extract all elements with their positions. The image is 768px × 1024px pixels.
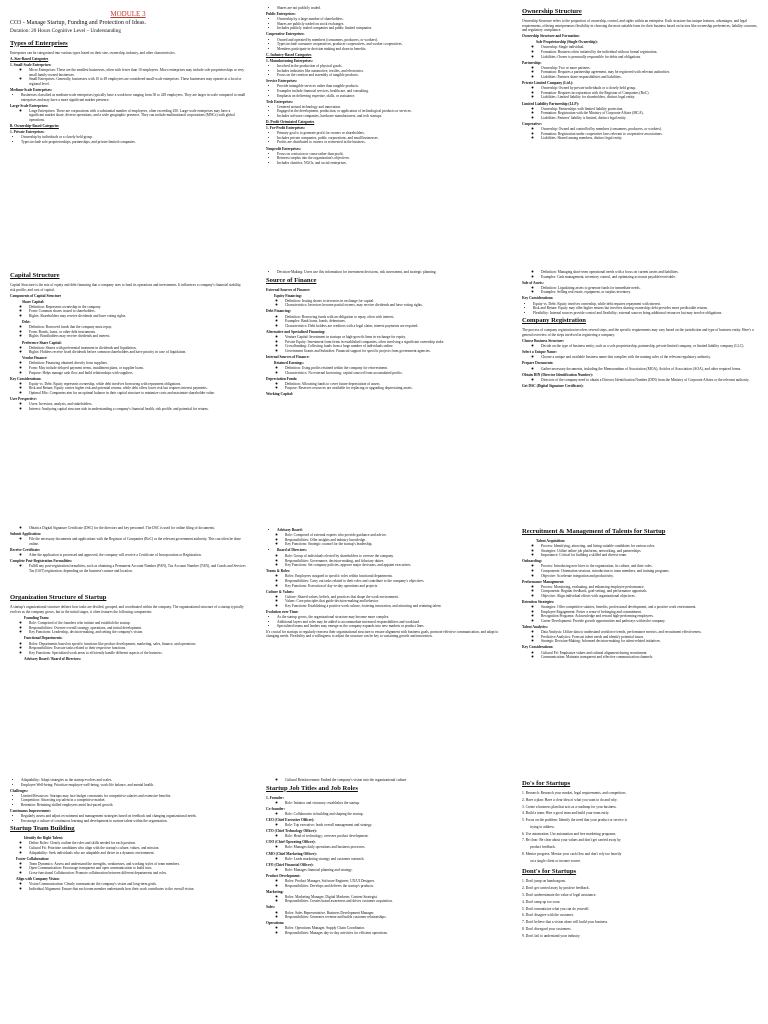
list-item: • Engaged in the development, production, or application of technological products or services. bbox=[277, 109, 502, 114]
list-item: • Involved in the production of physical goods. bbox=[277, 64, 502, 69]
list-item: ◦ Ownership: Two or more partners. bbox=[541, 66, 758, 71]
functional-departments-heading: Functional Departments: bbox=[24, 636, 63, 641]
list-item: ◦ Objective: Align individual efforts with organizational objectives. bbox=[541, 594, 758, 599]
list-item: ◦ Gather necessary documents, including the Memorandum of Association (MOA), Articles of Association (AOA), and other required forms. bbox=[541, 367, 758, 372]
list-item: ◦ Optimal Mix: Companies aim for an optimal balance in their capital structure to minimize costs and maximize shareholder value. bbox=[29, 391, 246, 396]
list-item: ◦ Venture Capital: Investment in startups or high-growth firms in exchange for equity. bbox=[285, 335, 502, 340]
list-item: ◦ Definition: Liquidating assets to generate funds for immediate needs. bbox=[541, 286, 758, 291]
list-item: ◦ Components: Regular feedback, goal-setting, and performance appraisals. bbox=[541, 589, 758, 594]
list-item: ◦ Large Enterprises: These are corporations with a substantial number of employees, often exceeding 250. Large-scale enterprises may have a significant market share, diverse operations, and a wide geographic presence. They can include multinational corporations (MNCs) with global operations. bbox=[29, 109, 246, 123]
llp-heading: Limited Liability Partnership (LLP): bbox=[522, 101, 579, 106]
list-item: • Ownership by a large number of shareholders. bbox=[277, 17, 502, 22]
debt-financing-heading: Debt Financing: bbox=[266, 309, 291, 314]
vendor-finance-heading: Vendor Finance: bbox=[22, 356, 48, 361]
list-item: • Examples include financial services, healthcare, and consulting. bbox=[277, 89, 502, 94]
list-item: ◦ Roles: Departments based on specific functions like product development, marketing, sales, finance, and operations. bbox=[29, 642, 246, 647]
key-considerations-heading: Key Considerations: bbox=[522, 645, 554, 650]
preference-share-heading: Preference Share Capital: bbox=[22, 340, 62, 345]
list-item: ◦ Definition: Using profits retained within the company for reinvestment. bbox=[285, 366, 502, 371]
types-intro: Enterprises can be categorized into various types based on their size, ownership, industry, and other characteristics. bbox=[10, 50, 176, 55]
list-item: 4. Build a team: Hire a good team and build your team early. bbox=[522, 811, 610, 816]
identify-talent-heading: Identify the Right Talent: bbox=[24, 836, 64, 841]
cooperative-enterprises-heading: Cooperative Enterprises: bbox=[266, 32, 305, 37]
list-item: ◦ Responsibilities: Develops and delivers the startup's products. bbox=[285, 884, 502, 889]
list-item: ◦ Liabilities: Partners share responsibilities and liabilities. bbox=[541, 75, 758, 80]
list-item: ◦ Role: Leads marketing strategy and customer outreach. bbox=[285, 857, 502, 862]
list-item: • Encourage a culture of continuous learning and development to nurture talent within the organization. bbox=[21, 819, 246, 824]
founding-team-heading: Founding Team: bbox=[24, 616, 50, 621]
list-item: ◦ Adaptability: Seek individuals who are adaptable and thrive in a dynamic environment. bbox=[29, 851, 246, 856]
heading-ownership-structure: Ownership Structure bbox=[522, 8, 582, 15]
list-item: ◦ Employee Engagement: Foster a sense of belonging and commitment. bbox=[541, 610, 758, 615]
operations-heading: Operations: bbox=[266, 921, 285, 926]
cmo-heading: CMO (Chief Marketing Officer): bbox=[266, 851, 317, 856]
talent-analytics-heading: Talent Analytics: bbox=[522, 625, 548, 630]
organization-intro: A startup's organizational structure defines how tasks are divided, grouped, and coordinated within the company. The organizational structure of a startup typically evolves as the company grows, but in the initial stages, it often features the following components: bbox=[10, 605, 244, 614]
list-item: ◦ Roles: Operations Manager, Supply Chain Coordinator. bbox=[285, 926, 502, 931]
heading-types-of-enterprises: Types of Enterprises bbox=[10, 39, 68, 47]
list-item: • Ownership by individuals or a closely held group. bbox=[21, 135, 246, 140]
list-item: ◦ Crowdfunding: Collecting funds from a large number of individuals online. bbox=[285, 344, 502, 349]
panel-dos-and-donts bbox=[512, 768, 768, 1024]
list-item: ◦ Definition: Allocating funds to cover future depreciation of assets. bbox=[285, 382, 502, 387]
list-item: ◦ Role: Comprised of the founders who initiate and establish the startup. bbox=[29, 621, 246, 626]
list-item: ◦ Purpose: Helps manage cash flow and build relationships with suppliers. bbox=[29, 371, 246, 376]
list-item: ◦ Role: Initiator and visionary; establishes the startup. bbox=[285, 801, 502, 806]
list-item: ◦ Form: Common shares issued to shareholders. bbox=[29, 309, 246, 314]
list-item: ◦ Cross-functional Collaboration: Promote collaboration between different departments and roles. bbox=[29, 871, 246, 876]
registration-intro: The process of company registration involves several steps, and the specific requirements may vary based on the jurisdiction and type of business entity. Here's a general overview of the steps involved in registering a company: bbox=[522, 328, 754, 337]
list-item: • Employee Well-being: Prioritize employee well-being, work-life balance, and mental health. bbox=[21, 783, 246, 788]
list-item: ◦ Cultural Reinforcement: Embed the company's vision into the organizational culture. bbox=[285, 778, 502, 783]
list-item: ◦ Examples: Cash management, inventory control, and optimizing accounts payable/receivable. bbox=[541, 275, 758, 280]
heading-donts: Dont's for Startups bbox=[522, 868, 577, 876]
ownership-based-heading: B. Ownership-Based Categories bbox=[10, 124, 59, 129]
list-item: ◦ Definition: Borrowing funds with an obligation to repay, often with interest. bbox=[285, 315, 502, 320]
list-item: ◦ Choose a unique and available business name that complies with the naming rules of the relevant regulatory authority. bbox=[541, 355, 758, 360]
align-vision-heading: Align with Company Vision: bbox=[16, 877, 60, 882]
list-item: 8. Don't disregard your customers. bbox=[522, 926, 572, 931]
cto-heading: CTO (Chief Technology Officer): bbox=[266, 829, 317, 834]
medium-scale-heading: Medium-Scale Enterprises: bbox=[10, 87, 53, 92]
list-item: ◦ Process: Identifying, attracting, and hiring suitable candidates for various roles. bbox=[541, 544, 758, 549]
list-item: • Reinvest surplus into the organization's objectives. bbox=[277, 156, 502, 161]
list-item: ◦ Strategic Decision-Making: Informed decision-making for talent-related initiatives. bbox=[541, 639, 758, 644]
list-item: product feedback. bbox=[530, 845, 556, 850]
list-item: ◦ Form: May include delayed payment terms, installment plans, or supplier loans. bbox=[29, 366, 246, 371]
sole-proprietorship-heading: Sole Proprietorship (Single Ownership): bbox=[536, 40, 598, 45]
list-item: ◦ Role: Manages daily operations and business processes. bbox=[285, 845, 502, 850]
list-item: 6. Use automation: Use automation and free marketing programs. bbox=[522, 831, 617, 836]
list-item: on a single client or income source. bbox=[530, 858, 581, 863]
service-heading: Service Enterprises: bbox=[266, 79, 298, 84]
list-item: ◦ Define Roles: Clearly outline the roles and skills needed for each position. bbox=[29, 841, 246, 846]
list-item: 5. Focus on the problem: Identify the need that your product or service is bbox=[522, 818, 627, 823]
list-item: ◦ Strategies: Offer competitive salaries, benefits, professional development, and a positive work environment. bbox=[541, 605, 758, 610]
list-item: ◦ Formation: Registration with the Ministry of Corporate Affairs (MCA). bbox=[541, 111, 758, 116]
industry-based-heading: C. Industry-Based Categories bbox=[266, 52, 312, 57]
list-item: • Adaptability: Adapt strategies as the startup evolves and scales. bbox=[21, 778, 246, 783]
list-item: ◦ Team Dynamics: Assess and understand the strengths, weaknesses, and working styles of team members. bbox=[29, 862, 246, 867]
list-item: ◦ Definition: Shares with preferential treatment in dividends and liquidation. bbox=[29, 346, 246, 351]
sale-of-assets-heading: Sale of Assets: bbox=[522, 280, 544, 285]
list-item: ◦ Formation: Requires a partnership agreement, may be registered with relevant authorities. bbox=[541, 70, 758, 75]
list-item: • Businesses classified as medium-scale enterprises typically have a workforce ranging from 50 to 249 employees. They are larger in scale compared to small enterprises and may have a more significant market presence. bbox=[21, 93, 246, 102]
list-item: 7. Be clear: Be clear about your values and don't get carried away by bbox=[522, 838, 621, 843]
heading-capital-structure: Capital Structure bbox=[10, 272, 60, 279]
list-item: ◦ Communication: Maintain transparent and effective communication channels. bbox=[541, 655, 758, 660]
panel-job-titles bbox=[256, 768, 512, 1024]
heading-company-registration: Company Registration bbox=[522, 317, 586, 325]
manufacturing-heading: 1. Manufacturing Enterprises: bbox=[266, 58, 313, 63]
foster-collaboration-heading: Foster Collaboration: bbox=[16, 856, 50, 861]
heading-job-titles: Startup Job Titles and Job Roles bbox=[266, 784, 358, 792]
receive-certificate-heading: Receive Certificate: bbox=[10, 547, 41, 552]
cfo-heading: CFO (Chief Financial Officer): bbox=[266, 862, 314, 867]
cofounder-heading: Co-founder: bbox=[266, 806, 285, 811]
list-item: ◦ Cultural Fit: Emphasize values and cultural alignment during recruitment. bbox=[541, 651, 758, 656]
ownership-forms-heading: Ownership Structure and Formation: bbox=[522, 34, 580, 39]
list-item: 1. Don't jump on bandwagons. bbox=[522, 879, 566, 884]
evolution-heading: Evolution over Time: bbox=[266, 610, 299, 614]
list-item: • Types include consumer cooperatives, producer cooperatives, and worker cooperatives. bbox=[277, 42, 502, 47]
list-item: ◦ Responsibilities: Carry out tasks related to their roles and contribute to the company's objectives. bbox=[285, 579, 502, 584]
alternative-financing-heading: Alternative and Specialised Financing: bbox=[266, 329, 326, 334]
list-item: ◦ Rights: Holders receive fixed dividends before common shareholders and have priority in case of liquidation. bbox=[29, 350, 246, 355]
list-item: ◦ Interest: Analyzing capital structure aids in understanding a company's financial health, risk profile, and potential for returns. bbox=[29, 407, 246, 412]
size-based-heading: A. Size-Based Categories bbox=[10, 56, 49, 61]
list-item: ◦ Responsibilities: Execute tasks related to their respective functions. bbox=[29, 646, 246, 651]
list-item: ◦ Directors of the company need to obtain a Director Identification Number (DIN) from the Ministry of Corporate Affairs or the relevant authority. bbox=[541, 378, 758, 383]
list-item: ◦ Definition: Borrowed funds that the company must repay. bbox=[29, 325, 246, 330]
list-item: ◦ Rights: Shareholders may receive dividends and have voting rights. bbox=[29, 314, 246, 319]
list-item: ◦ Roles: Product Manager, Software Engineer, UX/UI Designer. bbox=[285, 879, 502, 884]
list-item: ◦ Cultural Fit: Prioritize candidates who align with the startup's culture, values, and mission. bbox=[29, 846, 246, 851]
list-item: ◦ Ownership: Owned and controlled by members (consumers, producers, or workers). bbox=[541, 127, 758, 132]
list-item: • Advisory Board: bbox=[277, 528, 502, 533]
culture-values-heading: Culture & Values: bbox=[266, 589, 294, 594]
list-item: ◦ Importance: Critical for building a skilled and diverse team. bbox=[541, 553, 758, 558]
list-item: ◦ Private Equity: Investment from firms in established companies, often involving a significant ownership stake. bbox=[285, 340, 502, 345]
list-item: • Includes private companies, public corporations, and small businesses. bbox=[277, 136, 502, 141]
list-item: ◦ Career Development: Provide growth opportunities and pathways within the company. bbox=[541, 619, 758, 624]
list-item: ◦ Formation: Business often initiated by the individual without formal registration. bbox=[541, 50, 758, 55]
onboarding-heading: Onboarding: bbox=[522, 559, 542, 564]
submit-application-heading: Submit Application: bbox=[10, 532, 42, 537]
list-item: ◦ Obtain a Digital Signature Certificate (DSC) for the directors and key personnel. The DSC is used for online filing of documents. bbox=[29, 526, 246, 531]
module-label: MODULE 3 bbox=[110, 10, 146, 18]
internal-sources-heading: Internal Sources of Finance: bbox=[266, 354, 310, 359]
list-item: ◦ Responsibilities: Governance, decision-making, and fiduciary duties. bbox=[285, 559, 502, 564]
list-item: ◦ Liabilities: Owner is personally responsible for debts and obligations. bbox=[541, 55, 758, 60]
select-name-heading: Select a Unique Name: bbox=[522, 350, 557, 355]
list-item: ◦ Definition: Managing short-term operational needs with a focus on current assets and liabilities. bbox=[541, 270, 758, 275]
list-item: • Profits are distributed to owners or reinvested in the business. bbox=[277, 140, 502, 145]
small-scale-heading: 1. Small-Scale Enterprises: bbox=[10, 62, 52, 67]
module-duration: Duration: 20 Hours Cognitive Level – Understanding bbox=[10, 27, 121, 34]
list-item: • Includes industries like automotive, textiles, and electronics. bbox=[277, 69, 502, 74]
list-item: ◦ Responsibilities: Generates revenue and builds customer relationships. bbox=[285, 915, 502, 920]
private-enterprises-heading: 1. Private Enterprises: bbox=[10, 130, 45, 135]
list-item: • Decision-Making: Users use this information for investment decisions, risk assessment, and strategic planning. bbox=[277, 270, 502, 275]
heading-dos: Do's for Startups bbox=[522, 780, 571, 787]
list-item: • Owned and operated by members (consumers, producers, or workers). bbox=[277, 38, 502, 43]
list-item: 3. Create a business plan that acts as a roadmap for your business. bbox=[522, 804, 617, 809]
list-item: ◦ Values: Core principles that guide decision-making and behavior. bbox=[285, 599, 502, 604]
list-item: ◦ Role: Composed of external experts who provide guidance and advice. bbox=[285, 533, 502, 538]
marketing-heading: Marketing: bbox=[266, 889, 284, 894]
list-item: ◦ Roles: Employees assigned to specific roles within functional departments. bbox=[285, 574, 502, 579]
list-item: • Focus on the creation and assembly of tangible products. bbox=[277, 73, 502, 78]
evolution-paragraph: It's crucial for startups to regularly reassess their organizational structure to ensure alignment with business goals, promote effective communication, and adapt to changing needs. Flexibility and a willingness to adjust the structure can be key to sustaining growth and innovation. bbox=[266, 629, 499, 639]
panel-enterprise-categories bbox=[256, 0, 512, 256]
list-item: ◦ Key Functions: Strategic counsel for the startup's leadership. bbox=[285, 542, 502, 547]
list-item: ◦ Risk and Return: Equity carries higher risk and potential returns, while debt offers lower risk but requires interest payments. bbox=[29, 386, 246, 391]
list-item: ◦ Purpose: Reserves resources are available for replacing or upgrading depreciating assets. bbox=[285, 386, 502, 391]
heading-recruitment: Recruitment & Management of Talents for Startup bbox=[522, 528, 666, 535]
list-item: ◦ Role: Manages financial planning and strategy. bbox=[285, 868, 502, 873]
list-item: ◦ Users: Investors, analysts, and stakeholders. bbox=[29, 402, 246, 407]
key-considerations-heading: Key Considerations: bbox=[522, 296, 554, 301]
list-item: • Includes software companies, hardware manufacturers, and tech startups. bbox=[277, 114, 502, 119]
panel-teams-and-culture bbox=[256, 512, 512, 768]
list-item: ◦ Characteristics: Debt holders are creditors with a legal claim; interest payments are required. bbox=[285, 324, 502, 329]
list-item: 6. Don't disagree with the customer. bbox=[522, 913, 574, 918]
list-item: 7. Don't believe that a vision alone will build your business. bbox=[522, 920, 609, 925]
list-item: • Provide intangible services rather than tangible products. bbox=[277, 84, 502, 89]
debt-heading: Debt: bbox=[22, 320, 31, 325]
prepare-documents-heading: Prepare Documents: bbox=[522, 361, 554, 366]
tech-heading: Tech Enterprises: bbox=[266, 99, 294, 104]
coo-heading: COO (Chief Operating Officer): bbox=[266, 840, 316, 845]
retained-earnings-heading: Retained Earnings: bbox=[274, 360, 304, 365]
panel-types-of-enterprises bbox=[0, 0, 256, 256]
list-item: ◦ Strategies: Utilize online job platforms, networking, and partnerships. bbox=[541, 549, 758, 554]
heading-team-building: Startup Team Building bbox=[10, 825, 75, 833]
list-item: 2. Have a plan: Have a clear idea of what you want to do and why. bbox=[522, 797, 618, 802]
list-item: ◦ Responsibilities: Oversee overall strategy, operations, and initial development. bbox=[29, 626, 246, 631]
list-item: • Types include sole proprietorships, partnerships, and private limited companies. bbox=[21, 140, 246, 145]
list-item: ◦ Role: Top executive; leads overall management and strategy. bbox=[285, 823, 502, 828]
list-item: • Additional layers and roles may be added to accommodate increased responsibilities and workload. bbox=[277, 620, 502, 625]
list-item: • Limited Resources: Startups may face budget constraints for competitive salaries and extensive benefits. bbox=[21, 794, 246, 799]
external-sources-heading: External Sources of Finance: bbox=[266, 287, 311, 292]
continuous-improvement-heading: Continuous Improvement: bbox=[10, 809, 51, 814]
list-item: • Specialized teams and leaders may emerge as the company expands into new markets or product lines. bbox=[277, 624, 502, 629]
list-item: ◦ Characteristics: No external borrowing; capital sourced from accumulated profits. bbox=[285, 371, 502, 376]
panel-source-of-finance bbox=[256, 256, 512, 512]
capital-intro: Capital Structure is the mix of equity and debt financing that a company uses to fund its operations and investments. It influences a company's financial stability, risk profile, and cost of capital. bbox=[10, 283, 242, 292]
list-item: • Centered around technology and innovation. bbox=[277, 105, 502, 110]
list-item: ◦ Ownership: Owned by private individuals or a closely held group. bbox=[541, 86, 758, 91]
list-item: • As the startup grows, the organizational structure may become more complex. bbox=[277, 615, 502, 620]
list-item: ◦ Key Functions: Establishing a positive work culture, fostering innovation, and attracting and retaining talent. bbox=[285, 604, 502, 609]
donts-list bbox=[522, 879, 758, 938]
list-item: 5. Don't romanticize what you can do yourself. bbox=[522, 906, 590, 911]
list-item: ◦ File the necessary documents and applications with the Registrar of Companies (RoC) or the relevant government authority. This can often be done online. bbox=[29, 537, 246, 546]
panel-recruitment bbox=[512, 512, 768, 768]
list-item: • Retention: Retaining skilled employees amid fast-paced growth. bbox=[21, 803, 246, 808]
list-item: ◦ Rights: Bondholders may receive dividends and interest. bbox=[29, 334, 246, 339]
profit-based-heading: D. Profit Orientated Categories bbox=[266, 120, 315, 125]
choose-structure-heading: Choose Business Structure: bbox=[522, 339, 565, 344]
list-item: ◦ Key Functions: Specialized work areas to efficiently handle different aspects of the business. bbox=[29, 651, 246, 656]
list-item: 2. Don't get carried away by positive feedback. bbox=[522, 886, 590, 891]
nonprofit-heading: Nonprofit Enterprises: bbox=[266, 146, 301, 151]
list-item: ◦ Equity vs. Debt: Equity represents ownership, while debt involves borrowing with repayment obligations. bbox=[29, 382, 246, 387]
list-item: ◦ Key Functions: Leadership, decision-making, and setting the company's vision. bbox=[29, 630, 246, 635]
performance-management-heading: Performance Management: bbox=[522, 579, 565, 584]
list-item: ◦ Liabilities: Shared among members, distinct legal entity. bbox=[541, 136, 758, 141]
list-item: • Flexibility: Internal sources provide control and flexibility; external sources bring additional resources but may involve obligations. bbox=[533, 311, 758, 316]
list-item: ◦ Role: Collaborates in building and shaping the startup. bbox=[285, 812, 502, 817]
list-item: ◦ Role: Group of individuals elected by shareholders to oversee the company. bbox=[285, 554, 502, 559]
list-item: ◦ Definition: Represents ownership in the company. bbox=[29, 305, 246, 310]
list-item: ◦ Ownership: Single individual. bbox=[541, 45, 758, 50]
list-item: • Primary goal is to generate profit for owners or shareholders. bbox=[277, 131, 502, 136]
equity-financing-heading: Equity Financing: bbox=[274, 293, 302, 298]
panel-capital-structure bbox=[0, 256, 256, 512]
list-item: ◦ Key Functions: Set company policies, approve major decisions, and appoint executives. bbox=[285, 563, 502, 568]
list-item: ◦ Key Functions: Execution of day-to-day operations and projects. bbox=[285, 584, 502, 589]
teams-roles-heading: Teams & Roles: bbox=[266, 569, 291, 574]
list-item: ◦ Objective: Accelerate integration and productivity. bbox=[541, 574, 758, 579]
list-item: ◦ Responsibilities: Manages day-to-day activities for efficient operations. bbox=[285, 931, 502, 936]
user-perspective-heading: User Perspective: bbox=[10, 397, 37, 402]
retention-strategies-heading: Retention Strategies: bbox=[522, 600, 555, 605]
list-item: ◦ Formation: Requires incorporation with the Registrar of Companies (RoC). bbox=[541, 91, 758, 96]
list-item: ◦ Components: Orientation sessions, introduction to team members, and training programs. bbox=[541, 569, 758, 574]
panel-ownership-structure bbox=[512, 0, 768, 256]
public-enterprises-heading: Public Enterprises: bbox=[266, 12, 296, 17]
large-scale-heading: Large-Scale Enterprises: bbox=[10, 103, 49, 108]
list-item: ◦ Micro Enterprises: These are the smallest businesses, often with fewer than 10 employees. Micro enterprises may include sole proprietorships or very small family-owned businesses. bbox=[29, 68, 246, 77]
capital-components-heading: Components of Capital Structure bbox=[10, 293, 62, 298]
share-capital-heading: Share Capital: bbox=[22, 299, 45, 304]
list-item: • Board of Directors: bbox=[277, 548, 502, 553]
sales-heading: Sales: bbox=[266, 905, 275, 910]
cooperative-heading: Cooperative: bbox=[522, 121, 542, 126]
list-item: ◦ Small Enterprises: Generally, businesses with 10 to 49 employees are considered small-scale enterprises. These businesses may operate at a local or regional level. bbox=[29, 77, 246, 86]
list-item: trying to address. bbox=[530, 824, 555, 829]
list-item: ◦ Culture: Shared values, beliefs, and practices that shape the work environment. bbox=[285, 595, 502, 600]
list-item: 3. Don't underestimate the value of legal assistance. bbox=[522, 892, 597, 897]
list-item: • Equity vs. Debt: Equity involves ownership, while debt requires repayment with interest. bbox=[533, 302, 758, 307]
list-item: ◦ Examples: Bank loans, bonds, debentures. bbox=[285, 319, 502, 324]
list-item: • Includes charities, NGOs, and social enterprises. bbox=[277, 161, 502, 166]
list-item: 1. Research: Research your market, legal requirements, and competitors. bbox=[522, 791, 627, 795]
product-development-heading: Product Development: bbox=[266, 873, 301, 878]
list-item: ◦ Form: Bonds, loans, or other debt instruments. bbox=[29, 330, 246, 335]
list-item: ◦ Vision Communication: Clearly communicate the company's vision and long-term goals. bbox=[29, 882, 246, 887]
private-limited-heading: Private Limited Company (Ltd.): bbox=[522, 81, 574, 86]
list-item: • Focus on a mission or cause rather than profit. bbox=[277, 152, 502, 157]
list-item: ◦ Roles: Marketing Manager, Digital Marketer, Content Strategist. bbox=[285, 895, 502, 900]
heading-organization-structure: Organization Structure of Startup bbox=[10, 594, 107, 602]
list-item: ◦ Fulfill any post-registration formalities, such as obtaining a Permanent Account Number (PAN), Tax Account Number (TAN), and Goods and Services Tax (GST) registration, depending on the business's nature and location. bbox=[29, 564, 246, 573]
list-item: ◦ After the application is processed and approved, the company will receive a Certificate of Incorporation or Registration. bbox=[29, 553, 246, 558]
list-item: ◦ Process: Introducing new hires to the organization, its culture, and their roles. bbox=[541, 564, 758, 569]
list-item: ◦ Definition: Issuing shares to investors in exchange for capital. bbox=[285, 299, 502, 304]
list-item: ◦ Recognition Programs: Acknowledge and reward high-performing employees. bbox=[541, 614, 758, 619]
list-item: ◦ Liabilities: Partners' liability is limited, distinct legal entity. bbox=[541, 116, 758, 121]
list-item: ◦ Characteristics: Investors become partial owners, may receive dividends and have voting rights. bbox=[285, 303, 502, 308]
challenges-heading: Challenges: bbox=[10, 788, 28, 793]
list-item: • Shares are publicly traded on stock exchanges. bbox=[277, 22, 502, 27]
module-title: CO3 - Manage Startup, Funding and Protection of Ideas. bbox=[10, 20, 146, 26]
partnership-heading: Partnership: bbox=[522, 60, 542, 65]
list-item: ◦ Responsibilities: Creates brand awareness and drives customer acquisition. bbox=[285, 899, 502, 904]
list-item: • Members participate in decision making and share in benefits. bbox=[277, 47, 502, 52]
list-item: • Competition: Attracting top talent in a competitive market. bbox=[21, 798, 246, 803]
list-item: ◦ Predictive Analytics: Forecast talent needs and identify potential issues. bbox=[541, 635, 758, 640]
obtain-din-heading: Obtain DIN (Director Identification Number): bbox=[522, 372, 593, 377]
list-item: ◦ Data Analysis: Utilize data to understand workforce trends, performance metrics, and recruitment effectiveness. bbox=[541, 630, 758, 635]
heading-source-of-finance: Source of Finance bbox=[266, 276, 317, 284]
list-item: • Risk and Return: Equity may offer higher returns but involves sharing ownership; debt provides more predictable returns. bbox=[533, 306, 758, 311]
talent-acquisition-heading: Talent Acquisition: bbox=[536, 539, 566, 543]
panel-team-building bbox=[0, 768, 256, 1024]
list-item: 8. Mentor progress: Mentor your cash flow and don't rely too heavily bbox=[522, 852, 622, 857]
ceo-heading: CEO (Chief Executive Officer): bbox=[266, 817, 315, 822]
list-item: ◦ Examples: Selling real estate, equipment, or surplus inventory. bbox=[541, 290, 758, 295]
working-capital-heading: Working Capital: bbox=[266, 392, 294, 397]
list-item: 4. Don't ramp up too soon. bbox=[522, 899, 561, 904]
list-item: ◦ Roles: Sales Representative, Business Development Manager. bbox=[285, 911, 502, 916]
panel-organization-structure bbox=[0, 512, 256, 768]
list-item: ◦ Ownership: Partnerships with limited liability protection. bbox=[541, 107, 758, 112]
list-item: ◦ Decide on the type of business entity, such as a sole proprietorship, partnership, private limited company, or limited liability company (LLC). bbox=[541, 344, 758, 349]
founder-heading: 1. Founder: bbox=[266, 795, 284, 800]
list-item: 9. Don't fail to understand your industry. bbox=[522, 933, 581, 938]
advisory-board-heading: Advisory Board / Board of Directors: bbox=[24, 656, 82, 661]
list-item: ◦ Process: Monitoring, evaluating, and enhancing employee performance. bbox=[541, 585, 758, 590]
get-dsc-heading: Get DSC (Digital Signature Certificate): bbox=[522, 383, 584, 388]
list-item: ◦ Responsibilities: Offer insights and industry knowledge. bbox=[285, 538, 502, 543]
ownership-intro: Ownership Structure refers to the proportion of ownership, control, and rights within an enterprise. Each structure has unique features, advantages, and legal requirements, offering entrepreneurs flexibility in choosing the most suitable form for their business based on factors like ownership preferences, liability concerns, and regulatory compliance. bbox=[522, 19, 758, 33]
list-item: ◦ Formation: Registration under cooperative laws relevant to cooperative associations. bbox=[541, 132, 758, 137]
list-item: • Shares are not publicly traded. bbox=[277, 6, 502, 11]
list-item: ◦ Role: Head of technology; oversees product development. bbox=[285, 834, 502, 839]
list-item: ◦ Liabilities: Limited liability for shareholders, distinct legal entity. bbox=[541, 95, 758, 100]
key-considerations-heading: Key Considerations: bbox=[10, 376, 42, 381]
list-item: • Includes publicly traded companies and public limited companies. bbox=[277, 26, 502, 31]
list-item: ◦ Individual Alignment: Ensure that each team member understands how their work contributes to the overall vision. bbox=[29, 887, 246, 892]
depreciation-funds-heading: Depreciation Funds: bbox=[266, 376, 298, 381]
list-item: • Emphasis on delivering expertise, skills, or assistance. bbox=[277, 94, 502, 99]
list-item: ◦ Open Communication: Encourage transparent and open communication to build trust. bbox=[29, 866, 246, 871]
dos-list bbox=[522, 791, 758, 863]
list-item: ◦ Government Grants and Subsidies: Financial support for specific projects from government agencies. bbox=[285, 349, 502, 354]
list-item: • Regularly assess and adjust recruitment and management strategies based on feedback and changing organizational needs. bbox=[21, 814, 246, 819]
for-profit-heading: 1. For-Profit Enterprises: bbox=[266, 126, 306, 131]
panel-company-registration bbox=[512, 256, 768, 512]
list-item: ◦ Definition: Financing obtained directly from suppliers. bbox=[29, 361, 246, 366]
post-registration-heading: Complete Post-Registration Formalities: bbox=[10, 559, 73, 564]
